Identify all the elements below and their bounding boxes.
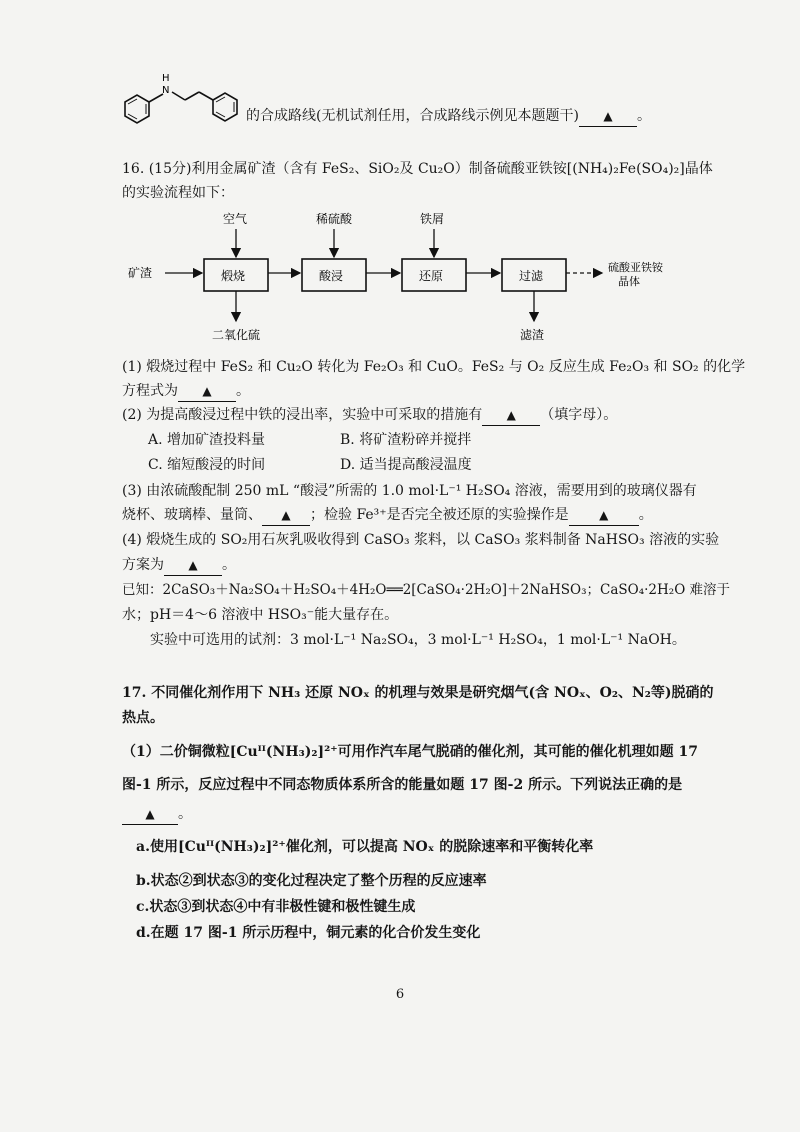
q16-part2: (2) 为提高酸浸过程中铁的浸出率，实验中可采取的措施有 ▲ （填字母）。 <box>122 405 617 426</box>
flow-diagram <box>120 205 700 345</box>
q17-option-a: a.使用[Cuᴵᴵ(NH₃)₂]²⁺催化剂，可以提高 NOₓ 的脱除速率和平衡转化率 <box>136 839 594 855</box>
flow-output-so2: 二氧化硫 <box>212 328 261 342</box>
flow-input-iron: 铁屑 <box>420 212 445 226</box>
flow-box-label: 煅烧 <box>221 269 246 283</box>
q16-title-line2: 的实验流程如下： <box>122 185 234 201</box>
page-number: 6 <box>395 987 405 1002</box>
top-question-tail: 的合成路线(无机试剂任用，合成路线示例见本题题干) ▲ 。 <box>246 106 651 127</box>
q16-part3-line2: 烧杯、玻璃棒、量筒、 ▲ ；检验 Fe³⁺是否完全被还原的实验操作是 ▲ 。 <box>122 505 653 526</box>
q16-part1-line1: (1) 煅烧过程中 FeS₂ 和 Cu₂O 转化为 Fe₂O₃ 和 CuO。FeS₂ 与 O₂ 反应生成 Fe₂O₃ 和 SO₂ 的化学 <box>122 359 746 375</box>
q17-option-b: b.状态②到状态③的变化过程决定了整个历程的反应速率 <box>136 873 487 889</box>
flow-input-air: 空气 <box>223 212 248 226</box>
q17-part1-line1: （1）二价铜微粒[Cuᴵᴵ(NH₃)₂]²⁺可用作汽车尾气脱硝的催化剂，其可能的催化机理如题 17 <box>122 744 698 760</box>
flow-product-label-1: 硫酸亚铁铵 <box>608 261 663 274</box>
q16-option-b: B. 将矿渣粉碎并搅拌 <box>340 432 472 448</box>
q16-part1-line2: 方程式为 ▲ 。 <box>122 381 250 402</box>
q16-option-d: D. 适当提高酸浸温度 <box>340 457 472 473</box>
flow-input-label: 矿渣 <box>128 266 153 280</box>
q16-option-a: A. 增加矿渣投料量 <box>148 432 266 448</box>
q16-known-line2: 水；pH＝4～6 溶液中 HSO₃⁻能大量存在。 <box>122 607 399 623</box>
answer-blank[interactable]: ▲ <box>262 505 310 526</box>
molecule-structure <box>115 70 250 132</box>
q16-title-line1: 16. (15分)利用金属矿渣（含有 FeS₂、SiO₂及 Cu₂O）制备硫酸亚铁铵[(NH₄)₂Fe(SO₄)₂]晶体 <box>122 161 713 177</box>
flow-output-residue: 滤渣 <box>520 328 545 342</box>
answer-blank[interactable]: ▲ <box>579 106 637 127</box>
flow-box-label: 过滤 <box>519 269 544 283</box>
flow-box-label: 酸浸 <box>319 269 344 283</box>
answer-blank[interactable]: ▲ <box>482 405 540 426</box>
q17-part1-line2: 图-1 所示，反应过程中不同态物质体系所含的能量如题 17 图-2 所示。下列说法正确的是 <box>122 777 683 793</box>
q16-known-line1: 已知：2CaSO₃＋Na₂SO₄＋H₂SO₄＋4H₂O══2[CaSO₄·2H₂O]＋2NaHSO₃；CaSO₄·2H₂O 难溶于 <box>122 582 731 598</box>
q16-reagents: 实验中可选用的试剂：3 mol·L⁻¹ Na₂SO₄，3 mol·L⁻¹ H₂SO₄，1 mol·L⁻¹ NaOH。 <box>150 632 686 648</box>
flow-input-acid: 稀硫酸 <box>316 212 353 226</box>
q17-option-d: d.在题 17 图-1 所示历程中，铜元素的化合价发生变化 <box>136 925 481 941</box>
q17-title-line1: 17. 不同催化剂作用下 NH₃ 还原 NOₓ 的机理与效果是研究烟气(含 NOₓ、O₂、N₂等)脱硝的 <box>122 685 714 701</box>
q16-part4-line1: (4) 煅烧生成的 SO₂用石灰乳吸收得到 CaSO₃ 浆料，以 CaSO₃ 浆料制备 NaHSO₃ 溶液的实验 <box>122 532 720 548</box>
answer-blank[interactable]: ▲ <box>164 555 222 576</box>
q16-part3-line1: (3) 由浓硫酸配制 250 mL “酸浸”所需的 1.0 mol·L⁻¹ H₂SO₄ 溶液，需要用到的玻璃仪器有 <box>122 483 697 499</box>
q17-answer-line: ▲ 。 <box>122 804 192 825</box>
answer-blank[interactable]: ▲ <box>122 804 178 825</box>
answer-blank[interactable]: ▲ <box>569 505 639 526</box>
n-label: N <box>162 85 170 96</box>
answer-blank[interactable]: ▲ <box>178 381 236 402</box>
flow-product-label-2: 晶体 <box>618 275 640 288</box>
q17-option-c: c.状态③到状态④中有非极性键和极性键生成 <box>136 899 416 915</box>
nh-label: H <box>162 73 170 84</box>
q17-title-line2: 热点。 <box>122 710 164 726</box>
q16-option-c: C. 缩短酸浸的时间 <box>148 457 266 473</box>
flow-box-label: 还原 <box>419 269 444 283</box>
q16-part4-line2: 方案为 ▲ 。 <box>122 555 236 576</box>
